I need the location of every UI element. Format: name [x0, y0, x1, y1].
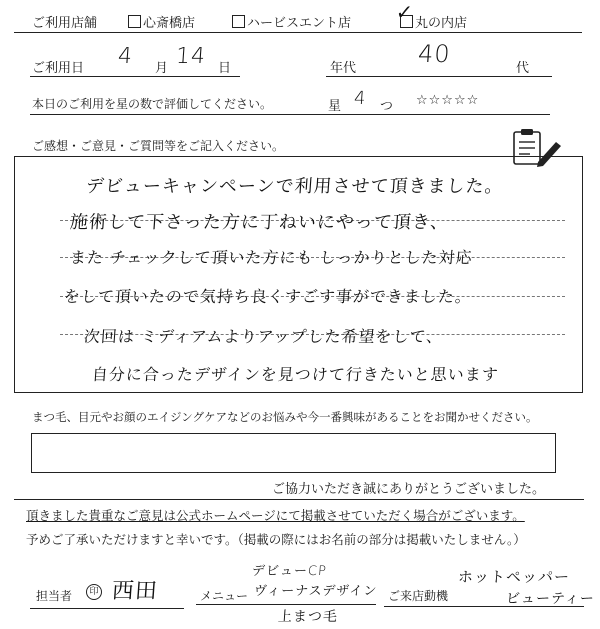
- comment-line: 施術して下さった方に丁ねいにやって頂き、: [69, 212, 450, 233]
- comment-line: 自分に合ったデザインを見つけて行きたいと思います: [91, 365, 500, 384]
- thanks-text: ご協力いただき誠にありがとうございました。: [272, 482, 546, 497]
- notice-line1: 頂きました貴重なご意見は公式ホームページにて掲載させていただく場合がございます。: [26, 508, 525, 523]
- source-underline: [384, 606, 584, 607]
- notice-line2: 予めご了承いただけますと幸いです。（掲載の際にはお名前の部分は掲載いたしません。）: [26, 532, 526, 547]
- comments-prompt: ご感想・ご意見・ご質問等をご記入ください。: [32, 139, 285, 153]
- age-underline: [326, 76, 552, 77]
- month-unit: 月: [155, 61, 169, 76]
- comment-line: デビューキャンペーンで利用させて頂きました。: [85, 176, 505, 197]
- rating-stars[interactable]: ☆☆☆☆☆: [416, 93, 480, 108]
- store-option-shinsaibashi[interactable]: [128, 12, 195, 31]
- menu-value-line1[interactable]: デビューCP: [251, 564, 328, 579]
- staff-value[interactable]: 西田: [110, 579, 159, 604]
- rating-unit: つ: [380, 99, 394, 114]
- rating-value[interactable]: 4: [353, 88, 368, 109]
- menu-value-line3[interactable]: 上まつ毛: [277, 609, 339, 625]
- source-value-line1[interactable]: ホットペッパー: [457, 568, 571, 586]
- store-label: ご利用店舗: [32, 16, 98, 31]
- divider: [14, 32, 582, 33]
- date-underline: [30, 76, 240, 77]
- comment-line: をして頂いたので気持ち良くすごす事ができました。: [63, 287, 473, 306]
- rating-prompt: 本日のご利用を星の数で評価してください。: [32, 97, 273, 111]
- store-option-herbis[interactable]: [232, 12, 351, 31]
- menu-value-line2[interactable]: ヴィーナスデザイン: [253, 584, 378, 599]
- checkmark-icon: ✓: [395, 0, 415, 24]
- source-label: ご来店動機: [388, 589, 449, 603]
- visit-date-label: ご利用日: [32, 61, 85, 76]
- seal-icon: 印: [86, 584, 102, 600]
- menu-label: メニュー: [200, 589, 249, 603]
- staff-underline: [30, 608, 184, 609]
- age-unit: 代: [516, 61, 530, 76]
- comment-line: また チェックして頂いた方にも しっかりとした対応: [69, 248, 474, 267]
- checkbox[interactable]: [128, 15, 141, 28]
- store-option-label: 心斎橋店: [143, 16, 196, 31]
- menu-underline: [196, 604, 376, 605]
- checkbox[interactable]: [232, 15, 245, 28]
- visit-month-value[interactable]: 4: [117, 44, 134, 69]
- divider: [30, 114, 550, 115]
- comment-line: 次回は ミディアムよりアップした希望をして、: [83, 327, 444, 346]
- interest-input[interactable]: [31, 433, 556, 473]
- store-option-label: 丸の内店: [415, 16, 468, 31]
- staff-label: 担当者: [36, 589, 73, 603]
- age-label: 年代: [330, 61, 357, 76]
- age-value[interactable]: 40: [417, 40, 452, 68]
- visit-day-value[interactable]: 14: [175, 44, 207, 69]
- interest-prompt: まつ毛、目元やお顔のエイジングケアなどのお悩みや今一番興味があることをお聞かせください。: [32, 410, 538, 424]
- store-option-label: ハービスエント店: [247, 16, 352, 31]
- rating-label: 星: [328, 99, 342, 114]
- day-unit: 日: [218, 61, 232, 76]
- divider: [14, 499, 584, 500]
- source-value-line2[interactable]: ビューティー: [505, 591, 596, 607]
